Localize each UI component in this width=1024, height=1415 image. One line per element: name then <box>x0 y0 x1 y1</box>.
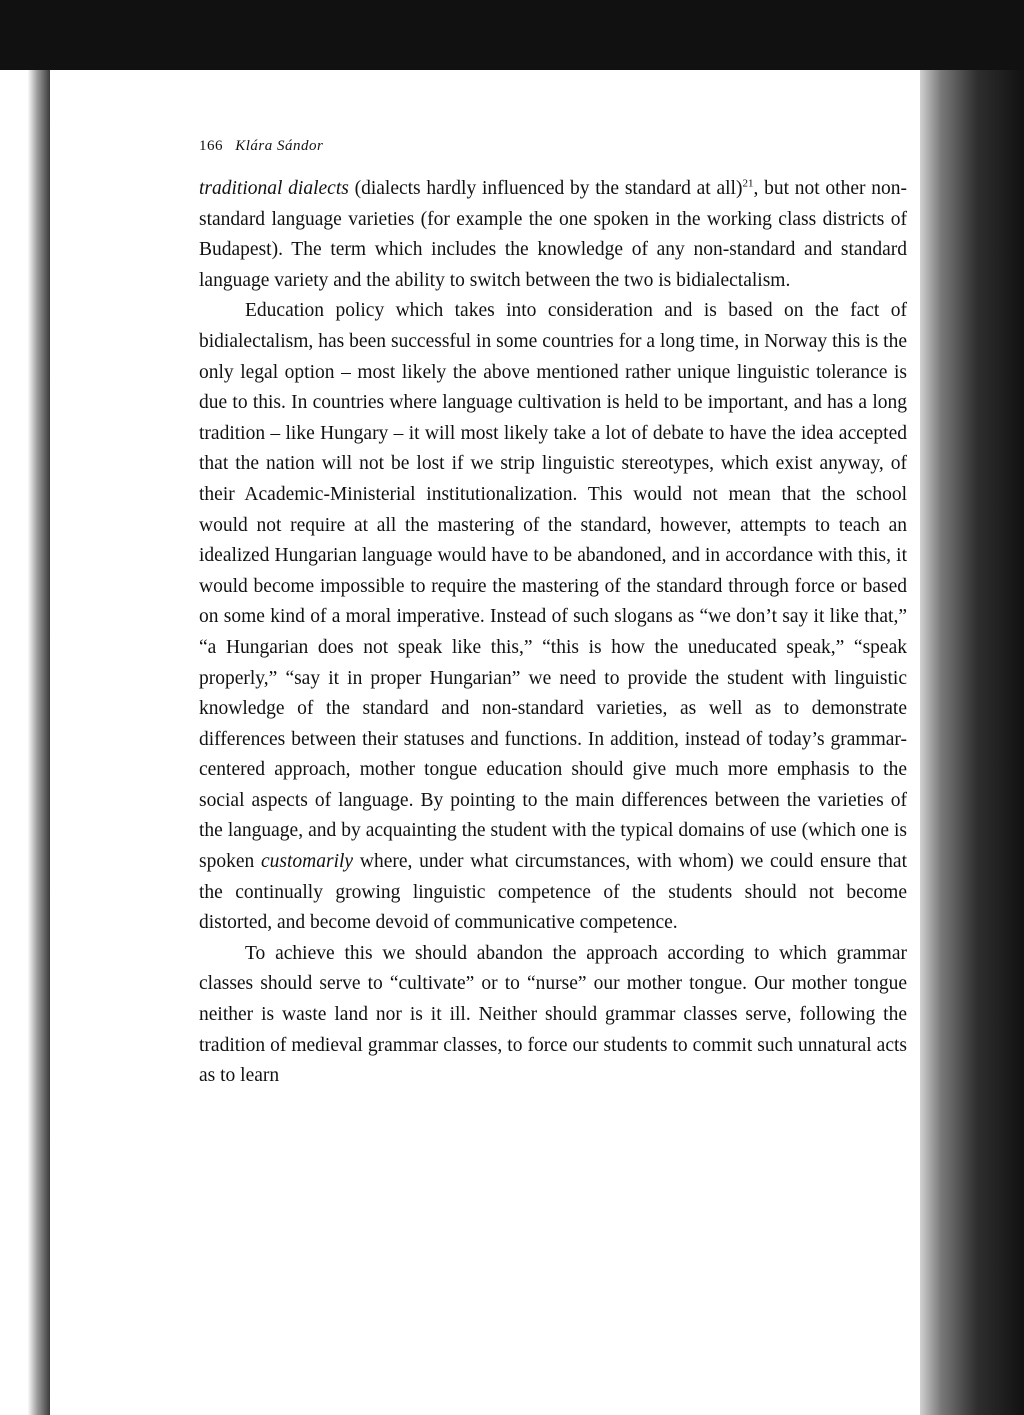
italic-text: customarily <box>261 851 354 873</box>
page-number: 166 <box>199 138 223 154</box>
paragraph <box>199 939 907 1092</box>
text-run: To achieve this we should abandon the approach according to which grammar classes should serve to “cultivate” or to “nurse” our mother tongue. Our mother tongue neither is waste land nor is it ill. Neither should grammar classes serve, following the tradition of medieval grammar classes, to force our students to commit such unnatural acts as to learn <box>199 942 907 1087</box>
scan-top-border <box>0 0 1024 70</box>
paragraph <box>199 296 907 938</box>
body-text <box>199 174 907 1092</box>
scan-right-edge <box>920 70 1024 1415</box>
italic-text: traditional dialects <box>199 178 349 199</box>
running-header-author: Klára Sándor <box>235 138 324 154</box>
text-run: where, under what circumstances, with whom) we could ensure that the continually growing linguistic competence of the students should not become distorted, and become devoid of communicative competence. <box>199 851 907 934</box>
text-run: (dialects hardly influenced by the standard at all) <box>348 178 743 199</box>
book-page <box>50 70 920 1415</box>
scan-left-edge <box>0 70 50 1415</box>
footnote-marker: 21 <box>742 177 754 190</box>
text-run: , but not other non-standard language varieties (for example the one spoken in the working class districts of Budapest). The term which includes the knowledge of any non-standard and standard language variety and the ability to switch between the two is bidialectalism. <box>199 178 907 291</box>
text-run: Education policy which takes into consideration and is based on the fact of bidialectalism, has been successful in some countries for a long time, in Norway this is the only legal option – most likely the above mentioned rather unique linguistic tolerance is due to this. In countries where language cultivation is held to be important, and has a long tradition – like Hungary – it will most likely take a lot of debate to have the idea accepted that the nation will not be lost if we strip linguistic stereotypes, which exist anyway, of their Academic-Ministerial institutionalization. This would not mean that the school would not require at all the mastering of the standard, however, attempts to teach an idealized Hungarian language would have to be abandoned, and in accordance with this, it would become impossible to require the mastering of the standard through force or based on some kind of a moral imperative. Instead of such slogans as “we don’t say it like that,” “a Hungarian does not speak like this,” “this is how the uneducated speak,” “speak properly,” “say it in proper Hungarian” we need to provide the student with linguistic knowledge of the standard and non-standard varieties, as well as to demonstrate differences between their statuses and functions. In addition, instead of today’s grammar-centered approach, mother tongue education should give much more emphasis to the social aspects of language. By pointing to the main differences between the varieties of the language, and by acquainting the student with the typical domains of use (which one is spoken <box>199 300 907 873</box>
running-header <box>199 138 323 155</box>
paragraph <box>199 174 907 296</box>
